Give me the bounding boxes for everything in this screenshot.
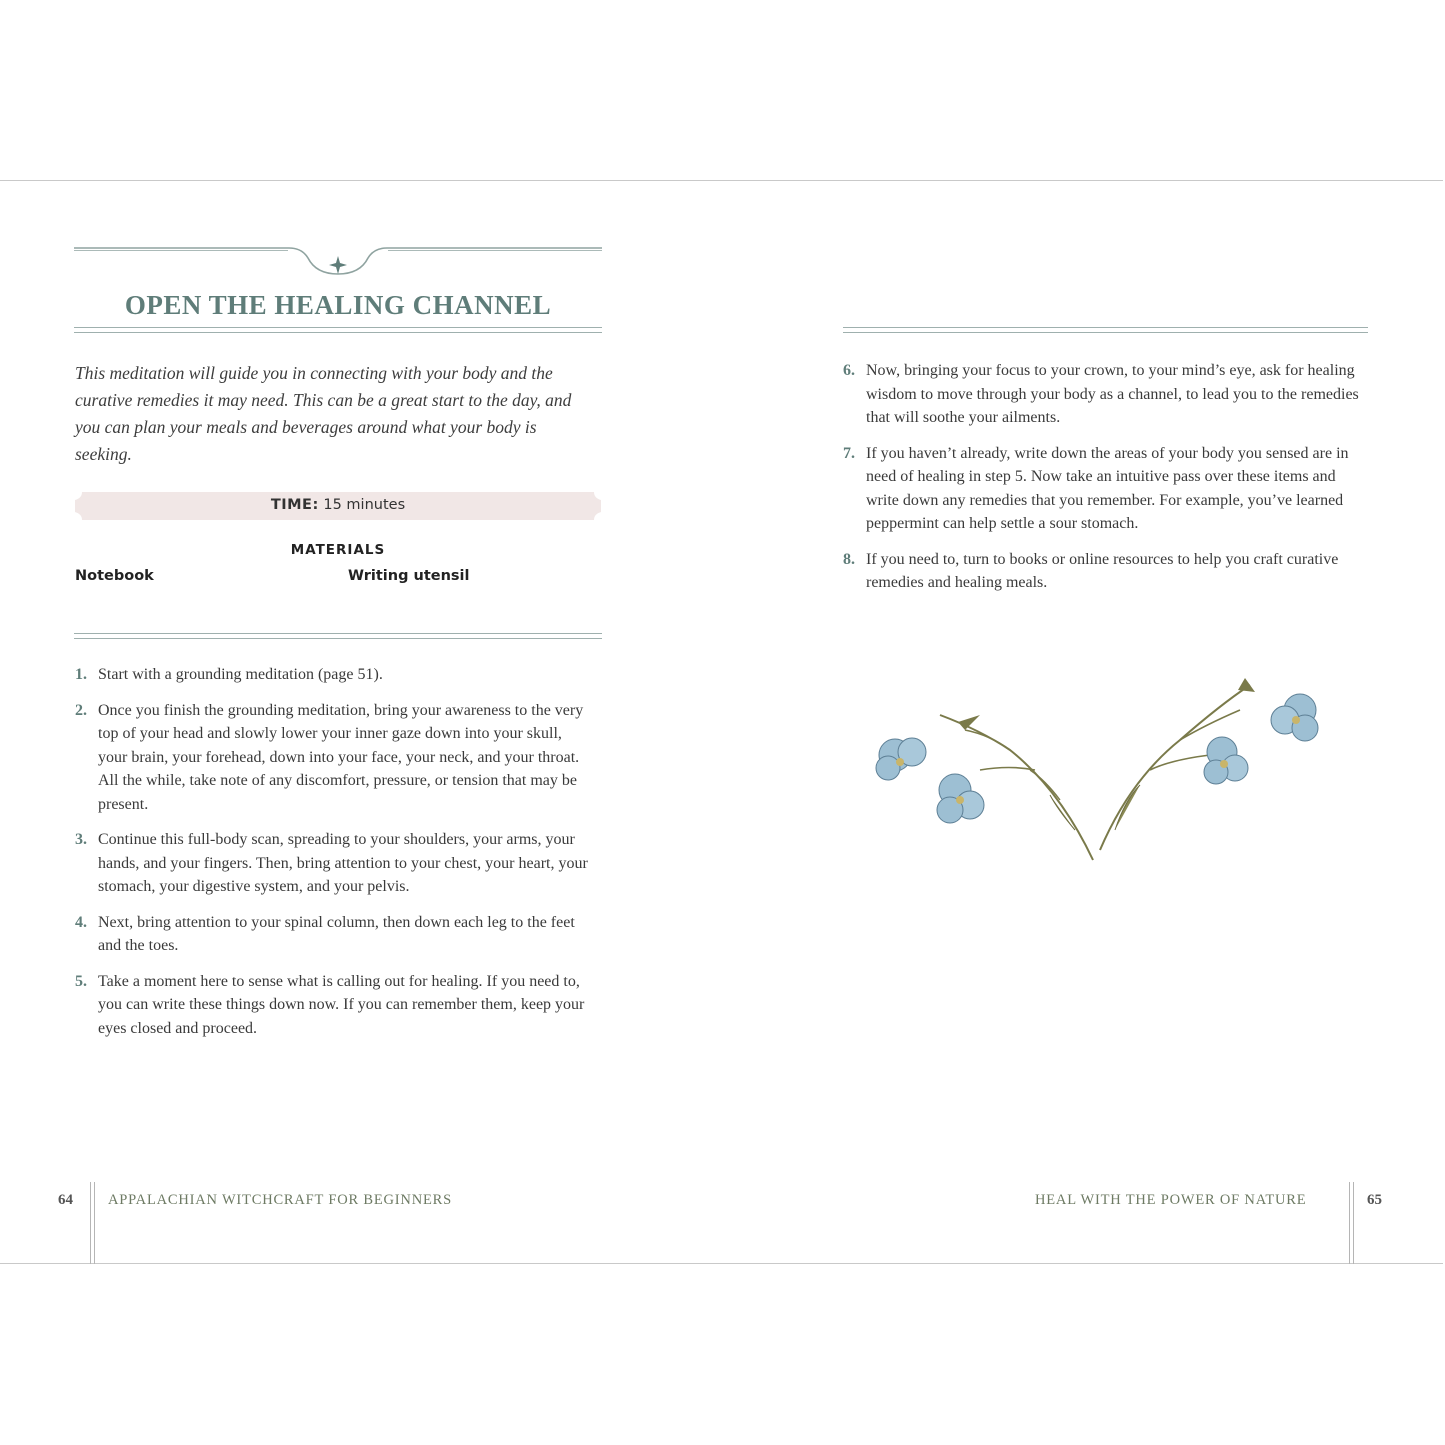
steps-list-left [75, 663, 595, 1052]
step-number: 1. [75, 666, 87, 683]
list-item [75, 699, 595, 817]
step-text: Take a moment here to sense what is calling out for healing. If you need to, you can write these things down now. If you can remember them, keep your eyes closed and proceed. [98, 972, 585, 1037]
page-number-right: 65 [1367, 1192, 1382, 1208]
footer-divider-right [1349, 1182, 1354, 1264]
section-rule-right [843, 327, 1368, 333]
step-number: 7. [843, 444, 855, 462]
flower-icon [1271, 694, 1318, 741]
list-item [843, 359, 1368, 430]
flower-icon [1204, 737, 1248, 784]
sparkle-ornament-icon [74, 240, 602, 280]
list-item [75, 828, 595, 899]
step-number: 5. [75, 972, 87, 990]
list-item [843, 548, 1368, 595]
page-title: OPEN THE HEALING CHANNEL [124, 290, 552, 320]
flax-flower-illustration [860, 670, 1330, 870]
step-number: 2. [75, 701, 87, 719]
step-number: 8. [843, 550, 855, 568]
material-item: Notebook [75, 568, 154, 584]
steps-list-right [843, 359, 1368, 607]
time-label-row [74, 497, 602, 513]
step-text: Next, bring attention to your spinal column, then down each leg to the feet and the toes. [98, 913, 575, 954]
materials-heading: MATERIALS [290, 542, 386, 558]
list-item [75, 911, 595, 958]
title-rule [74, 327, 602, 333]
material-item: Writing utensil [348, 568, 470, 584]
list-item [843, 442, 1368, 536]
step-text: Now, bringing your focus to your crown, to your mind’s eye, ask for healing wisdom to move through your body as a channel, to lead you to the remedies that will soothe your ailments. [866, 362, 1359, 426]
step-number: 6. [843, 362, 855, 379]
page-number-left: 64 [58, 1192, 73, 1208]
section-rule [74, 633, 602, 639]
intro-paragraph: This meditation will guide you in connecting with your body and the curative remedies it may need. This can be a great start to the day, and you can plan your meals and beverages around what your body is seeking. [75, 363, 572, 464]
step-text: If you haven’t already, write down the areas of your body you sensed are in need of healing in step 5. Now take an intuitive pass over these items and write down any remedies that you remember. For example, you’ve learned peppermint can help settle a sour stomach. [866, 444, 1349, 532]
step-text: Start with a grounding meditation (page 51). [98, 666, 383, 683]
step-number: 3. [75, 831, 87, 848]
running-head-right: HEAL WITH THE POWER OF NATURE [1035, 1192, 1307, 1208]
list-item [75, 663, 595, 687]
list-item [75, 970, 595, 1041]
flower-icon [937, 774, 984, 823]
footer-divider-left [90, 1182, 95, 1264]
step-text: Continue this full-body scan, spreading to your shoulders, your arms, your hands, and your fingers. Then, bring attention to your chest, your heart, your stomach, your digestive system, and your pelvis. [98, 831, 588, 895]
running-head-left: APPALACHIAN WITCHCRAFT FOR BEGINNERS [108, 1192, 452, 1208]
step-number: 4. [75, 913, 87, 931]
step-text: Once you finish the grounding meditation, bring your awareness to the very top of your head and slowly lower your inner gaze down into your skull, your brain, your forehead, down into your face, your neck, and your throat. All the while, take note of any discomfort, pressure, or tension that may be present. [98, 701, 584, 813]
step-text: If you need to, turn to books or online resources to help you craft curative remedies and healing meals. [866, 550, 1339, 591]
flower-icon [876, 738, 926, 780]
time-value: 15 minutes [318, 497, 406, 513]
time-label: TIME: [270, 497, 319, 513]
